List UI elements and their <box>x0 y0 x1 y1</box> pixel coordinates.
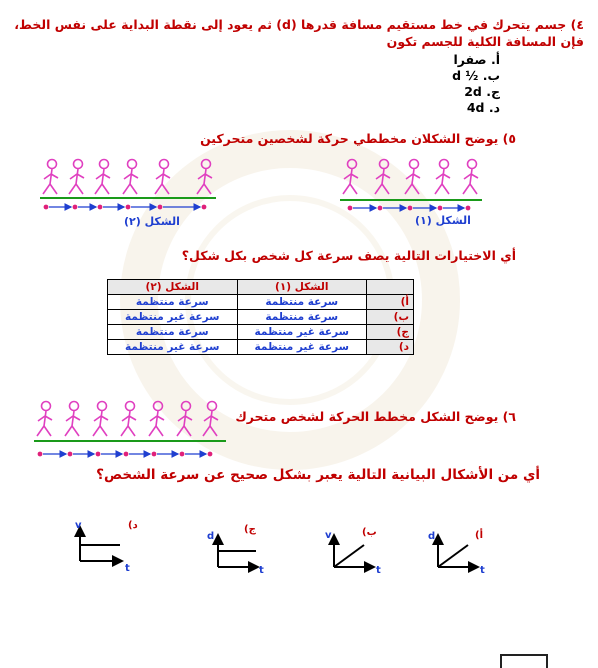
person-figure <box>435 160 450 195</box>
q4-option-b[interactable]: ب. ½ d <box>452 68 500 83</box>
q6-question: أي من الأشكال البيانية التالية يعبر بشكل صحيح عن سرعة الشخص؟ <box>96 467 540 483</box>
table-corner-cell <box>367 280 414 295</box>
graph-b-label: ب) <box>362 527 377 538</box>
table-row[interactable] <box>108 340 414 355</box>
table-row[interactable] <box>108 325 414 340</box>
graph-d-label: د) <box>128 520 138 531</box>
graph-option-a[interactable] <box>438 535 478 567</box>
graph-b-y-axis: v <box>325 530 332 541</box>
graph-option-c[interactable] <box>218 535 258 567</box>
person-figure <box>197 160 212 195</box>
graph-c-y-axis: d <box>207 531 215 542</box>
q5-options-table <box>107 279 414 355</box>
person-figure <box>463 160 478 195</box>
graph-c-x-axis: t <box>259 565 264 576</box>
row-label: ب) <box>367 310 414 325</box>
page-corner-box <box>500 654 548 668</box>
graph-b-x-axis: t <box>376 565 381 576</box>
cell-fig1: سرعة غير منتظمة <box>237 340 367 355</box>
person-figure <box>405 160 420 195</box>
row-label: ج) <box>367 325 414 340</box>
q6-stem: ٦) يوضح الشكل مخطط الحركة لشخص متحرك <box>235 409 516 424</box>
person-figure <box>123 160 138 195</box>
person-figure <box>343 160 358 195</box>
table-header-fig2: الشكل (٢) <box>108 280 238 295</box>
graph-option-b[interactable] <box>334 535 374 567</box>
graph-a-x-axis: t <box>480 565 485 576</box>
q5-figure-1 <box>340 160 482 211</box>
table-row[interactable] <box>108 310 414 325</box>
cell-fig2: سرعة منتظمة <box>108 325 238 340</box>
q4-option-c[interactable]: ج. 2d <box>464 84 500 99</box>
q4-option-a[interactable]: أ. صفرا <box>453 52 500 67</box>
person-figure <box>155 160 170 195</box>
graph-c-label: ج) <box>244 524 256 535</box>
person-figure <box>43 160 58 195</box>
q6-motion-diagram <box>0 396 300 466</box>
q6-graph-options <box>60 515 500 585</box>
q5-figure-1-label: الشكل (١) <box>415 214 471 227</box>
q4-option-d[interactable]: د. 4d <box>466 100 500 115</box>
cell-fig1: سرعة غير منتظمة <box>237 325 367 340</box>
q5-question: أي الاختيارات التالية يصف سرعة كل شخص بكل شكل؟ <box>181 248 516 263</box>
graph-a-label: أ) <box>475 530 483 541</box>
q5-figure-2 <box>40 160 216 210</box>
person-figure <box>95 160 110 195</box>
q5-motion-diagrams <box>0 150 598 240</box>
graph-option-d[interactable] <box>80 527 122 561</box>
graph-d-y-axis: v <box>75 520 82 531</box>
cell-fig2: سرعة منتظمة <box>108 295 238 310</box>
table-header-row <box>108 280 414 295</box>
person-figure <box>375 160 390 195</box>
cell-fig2: سرعة غير منتظمة <box>108 310 238 325</box>
graph-d-x-axis: t <box>125 563 130 574</box>
graph-a-y-axis: d <box>428 531 436 542</box>
row-label: د) <box>367 340 414 355</box>
person-figure <box>69 160 84 195</box>
cell-fig2: سرعة غير منتظمة <box>108 340 238 355</box>
table-row[interactable] <box>108 295 414 310</box>
q4-stem: ٤) جسم يتحرك في خط مستقيم مسافة قدرها (d) ثم يعود إلى نقطة البداية على نفس الخط، فإن المسافة الكلية للجسم تكون <box>14 17 584 49</box>
row-label: أ) <box>367 295 414 310</box>
table-header-fig1: الشكل (١) <box>237 280 367 295</box>
cell-fig1: سرعة منتظمة <box>237 310 367 325</box>
cell-fig1: سرعة منتظمة <box>237 295 367 310</box>
q5-figure-2-label: الشكل (٢) <box>124 215 180 228</box>
q5-stem: ٥) يوضح الشكلان مخططي حركة لشخصين متحركين <box>200 131 516 146</box>
